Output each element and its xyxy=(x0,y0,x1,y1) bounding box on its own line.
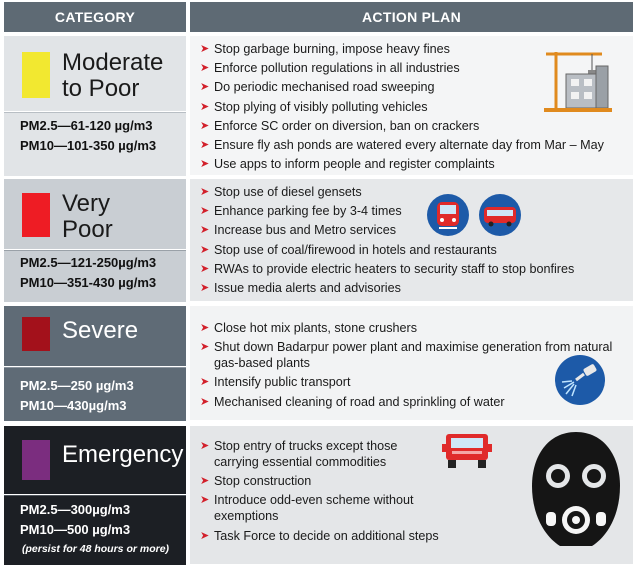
action-item: ➤ Stop construction xyxy=(200,474,312,489)
action-item: ➤ Close hot mix plants, stone crushers xyxy=(200,321,417,335)
action-item: ➤ Shut down Badarpur power plant and maximise generation from natural gas-based plants xyxy=(200,340,613,371)
pm-values: PM2.5—61-120 µg/m3 PM10—101-350 µg/m3 xyxy=(20,118,157,153)
category-emergency xyxy=(4,426,186,564)
category-header: CATEGORY xyxy=(4,2,186,32)
action-item: ➤ Do periodic mechanised road sweeping xyxy=(200,80,435,95)
emergency-color-swatch xyxy=(22,440,50,480)
action-item: ➤ Stop entry of trucks except those carrying essential commodities xyxy=(200,439,398,469)
category-very-poor xyxy=(4,179,186,301)
action-plan-very-poor xyxy=(190,179,633,301)
truck-icon xyxy=(440,432,494,470)
construction-crane-icon xyxy=(542,44,614,114)
pm-values: PM2.5—300µg/m3 PM10—500 µg/m3 xyxy=(20,502,131,537)
action-item: ➤ Issue media alerts and advisories xyxy=(200,280,401,295)
action-item: ➤ Ensure fly ash ponds are watered every alternate day from Mar – May xyxy=(200,137,604,152)
action-item: ➤ Stop garbage burning, impose heavy fines xyxy=(200,42,450,56)
action-item: ➤ Enforce pollution regulations in all industries xyxy=(200,61,460,76)
category-severe xyxy=(4,306,186,420)
action-item: ➤ Enforce SC order on diversion, ban on crackers xyxy=(200,118,480,133)
pm-values: PM2.5—250 µg/m3 PM10—430µg/m3 xyxy=(20,378,134,413)
action-item: ➤ Intensify public transport xyxy=(200,375,351,390)
action-item: ➤ Mechanised cleaning of road and sprinkling of water xyxy=(200,394,505,409)
action-plan-moderate xyxy=(190,36,633,175)
category-moderate-to-poor xyxy=(4,36,186,175)
gas-mask-icon xyxy=(524,428,628,560)
action-item: ➤ Task Force to decide on additional steps xyxy=(200,528,439,543)
action-item: ➤ Stop use of diesel gensets xyxy=(200,185,362,199)
action-plan-severe xyxy=(190,306,633,420)
action-item: ➤ Increase bus and Metro services xyxy=(200,223,396,238)
category-label: Moderate to Poor xyxy=(62,49,164,102)
very-poor-color-swatch xyxy=(22,193,50,237)
bus-icon xyxy=(478,193,522,237)
severe-color-swatch xyxy=(22,317,50,351)
action-item: ➤ Introduce odd-even scheme without exemptions xyxy=(200,493,414,524)
action-item: ➤ Use apps to inform people and register complaints xyxy=(200,157,495,172)
action-plan-header: ACTION PLAN xyxy=(190,2,633,32)
action-item: ➤ Enhance parking fee by 3-4 times xyxy=(200,204,402,219)
action-item: ➤ RWAs to provide electric heaters to security staff to stop bonfires xyxy=(200,261,575,276)
water-sprinkler-icon xyxy=(554,354,606,406)
action-item: ➤ Stop use of coal/firewood in hotels and restaurants xyxy=(200,242,497,257)
category-label: Severe xyxy=(62,317,139,344)
persistence-note: (persist for 48 hours or more) xyxy=(22,543,170,555)
category-label: Emergency xyxy=(62,441,184,468)
action-plan-emergency xyxy=(190,426,633,564)
category-label: Very Poor xyxy=(62,190,113,243)
pm-values: PM2.5—121-250µg/m3 PM10—351-430 µg/m3 xyxy=(20,255,157,290)
metro-train-icon xyxy=(426,193,470,237)
moderate-color-swatch xyxy=(22,52,50,98)
action-item: ➤ Stop plying of visibly polluting vehicles xyxy=(200,99,428,114)
